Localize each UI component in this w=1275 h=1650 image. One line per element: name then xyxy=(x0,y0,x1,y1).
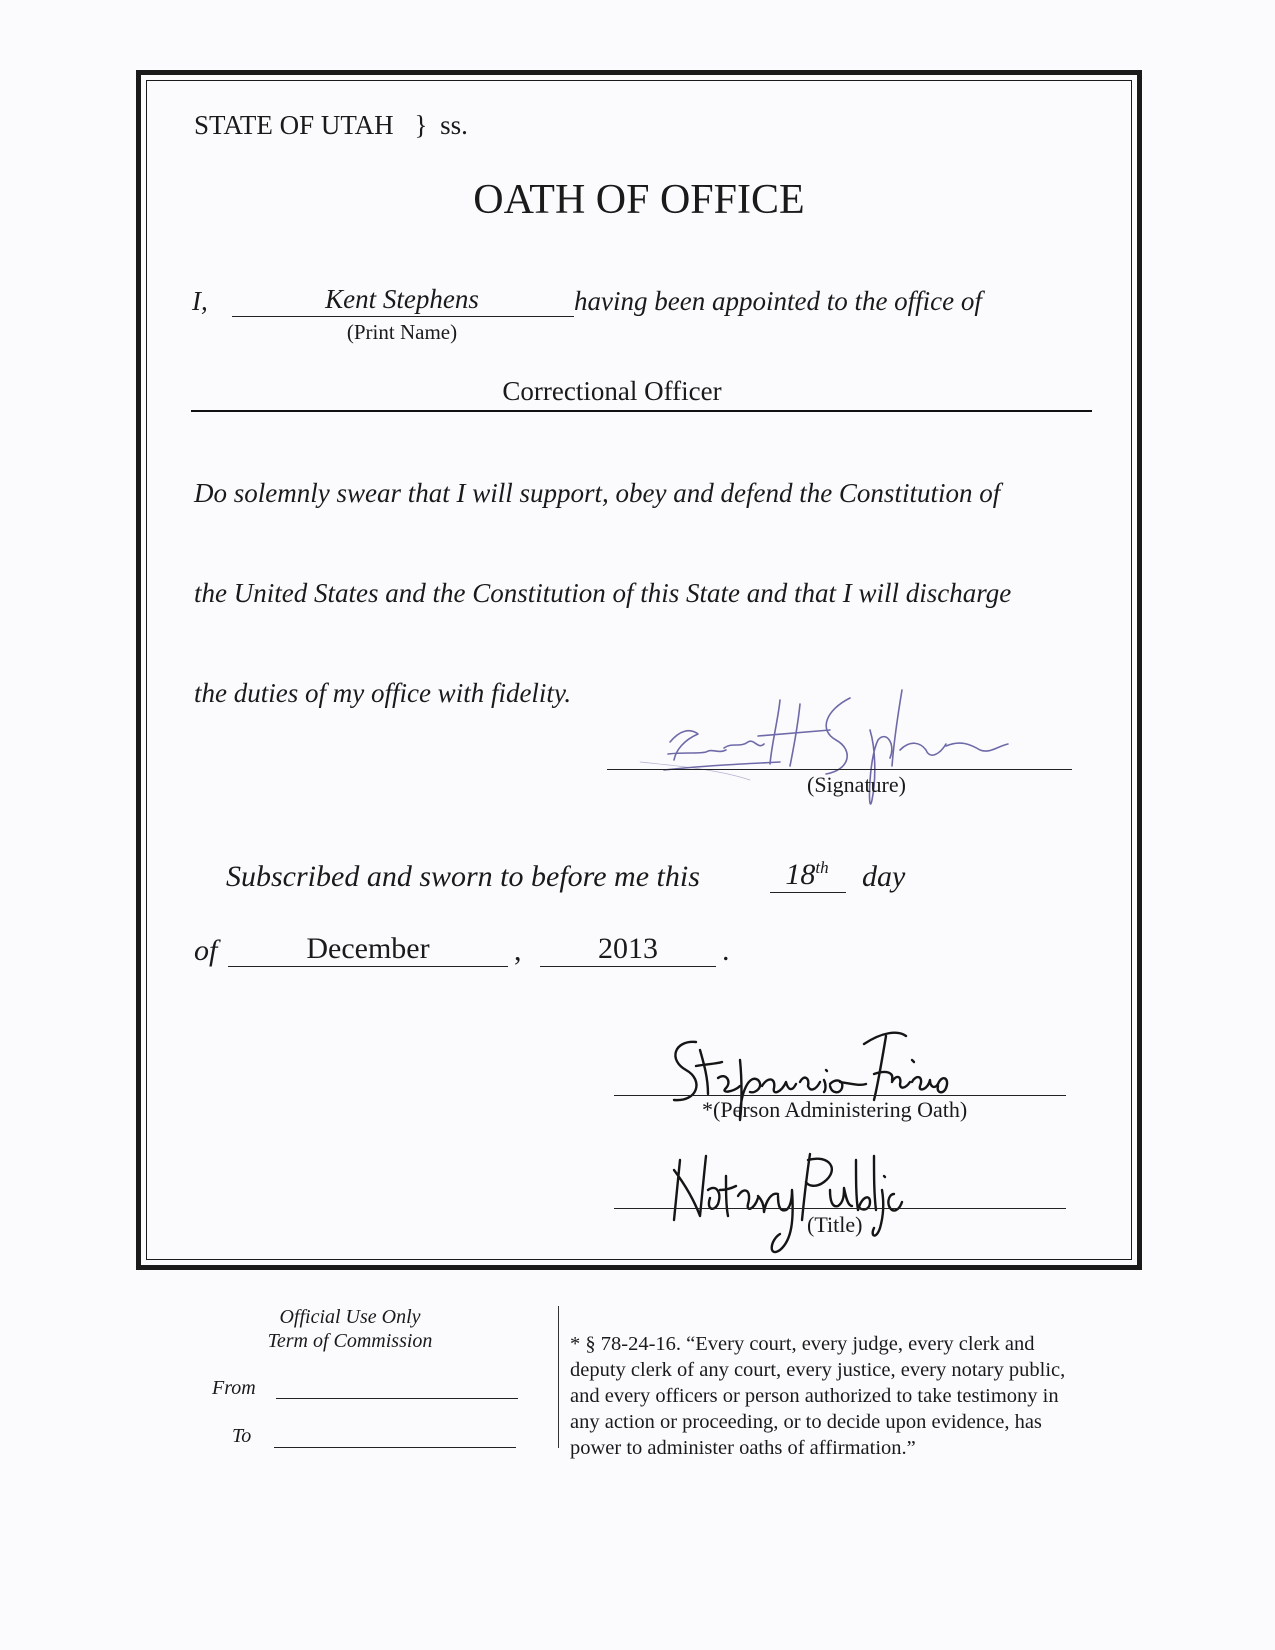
sworn-year: 2013 xyxy=(598,932,658,965)
day-underline xyxy=(770,892,846,893)
footnote-line-5: power to administer oaths of affirmation.” xyxy=(570,1437,916,1459)
month-underline xyxy=(228,966,508,967)
sworn-month: December xyxy=(306,932,430,965)
sworn-period: . xyxy=(722,934,730,967)
term-of-commission: Term of Commission xyxy=(267,1330,433,1352)
footnote xyxy=(570,1331,1065,1461)
sworn-day-number: 18 xyxy=(785,858,816,891)
to-line xyxy=(274,1447,516,1448)
sworn-day-suffix: th xyxy=(815,858,829,877)
oath-line-1: Do solemnly swear that I will support, obey and defend the Constitution of xyxy=(194,478,1001,508)
administrator-caption: *(Person Administering Oath) xyxy=(702,1097,968,1122)
ss-label: ss. xyxy=(440,110,468,140)
signature-caption: (Signature) xyxy=(807,772,906,797)
oath-line-3: the duties of my office with fidelity. xyxy=(194,678,572,708)
office-value: Correctional Officer xyxy=(502,376,722,406)
footnote-line-1: * § 78-24-16. “Every court, every judge, every clerk and xyxy=(570,1333,1035,1355)
pronoun-i: I, xyxy=(192,286,208,316)
signature-line xyxy=(607,769,1072,770)
from-label: From xyxy=(212,1377,256,1399)
title-line xyxy=(614,1208,1066,1209)
name-underline xyxy=(232,316,574,317)
of-word: of xyxy=(194,934,218,967)
from-line xyxy=(276,1398,518,1399)
sworn-intro: Subscribed and sworn to before me this xyxy=(226,860,700,893)
office-underline xyxy=(191,410,1092,412)
title-caption: (Title) xyxy=(807,1212,863,1237)
footnote-line-2: deputy clerk of any court, every justice, every notary public, xyxy=(570,1359,1066,1381)
footnote-line-4: any action or proceeding, or to decide upon evidence, has xyxy=(570,1411,1042,1433)
footer-divider xyxy=(558,1306,559,1448)
bracket-glyph: } xyxy=(414,110,428,140)
state-header xyxy=(194,110,468,141)
month-comma: , xyxy=(514,934,522,967)
official-use-heading: Official Use Only xyxy=(279,1306,421,1328)
document-title: OATH OF OFFICE xyxy=(473,177,805,223)
to-label: To xyxy=(232,1425,252,1447)
oath-line-2: the United States and the Constitution of this State and that I will discharge xyxy=(194,578,1012,608)
state-label: STATE OF UTAH xyxy=(194,110,394,140)
day-word: day xyxy=(862,860,906,893)
printed-name: Kent Stephens xyxy=(325,284,479,314)
year-underline xyxy=(540,966,716,967)
appointed-text: having been appointed to the office of xyxy=(574,286,982,316)
sworn-day xyxy=(770,858,844,892)
footnote-line-3: and every officers or person authorized to take testimony in xyxy=(570,1385,1059,1407)
print-name-caption: (Print Name) xyxy=(346,320,458,344)
administrator-line xyxy=(614,1095,1066,1096)
title-signature xyxy=(660,1140,920,1270)
